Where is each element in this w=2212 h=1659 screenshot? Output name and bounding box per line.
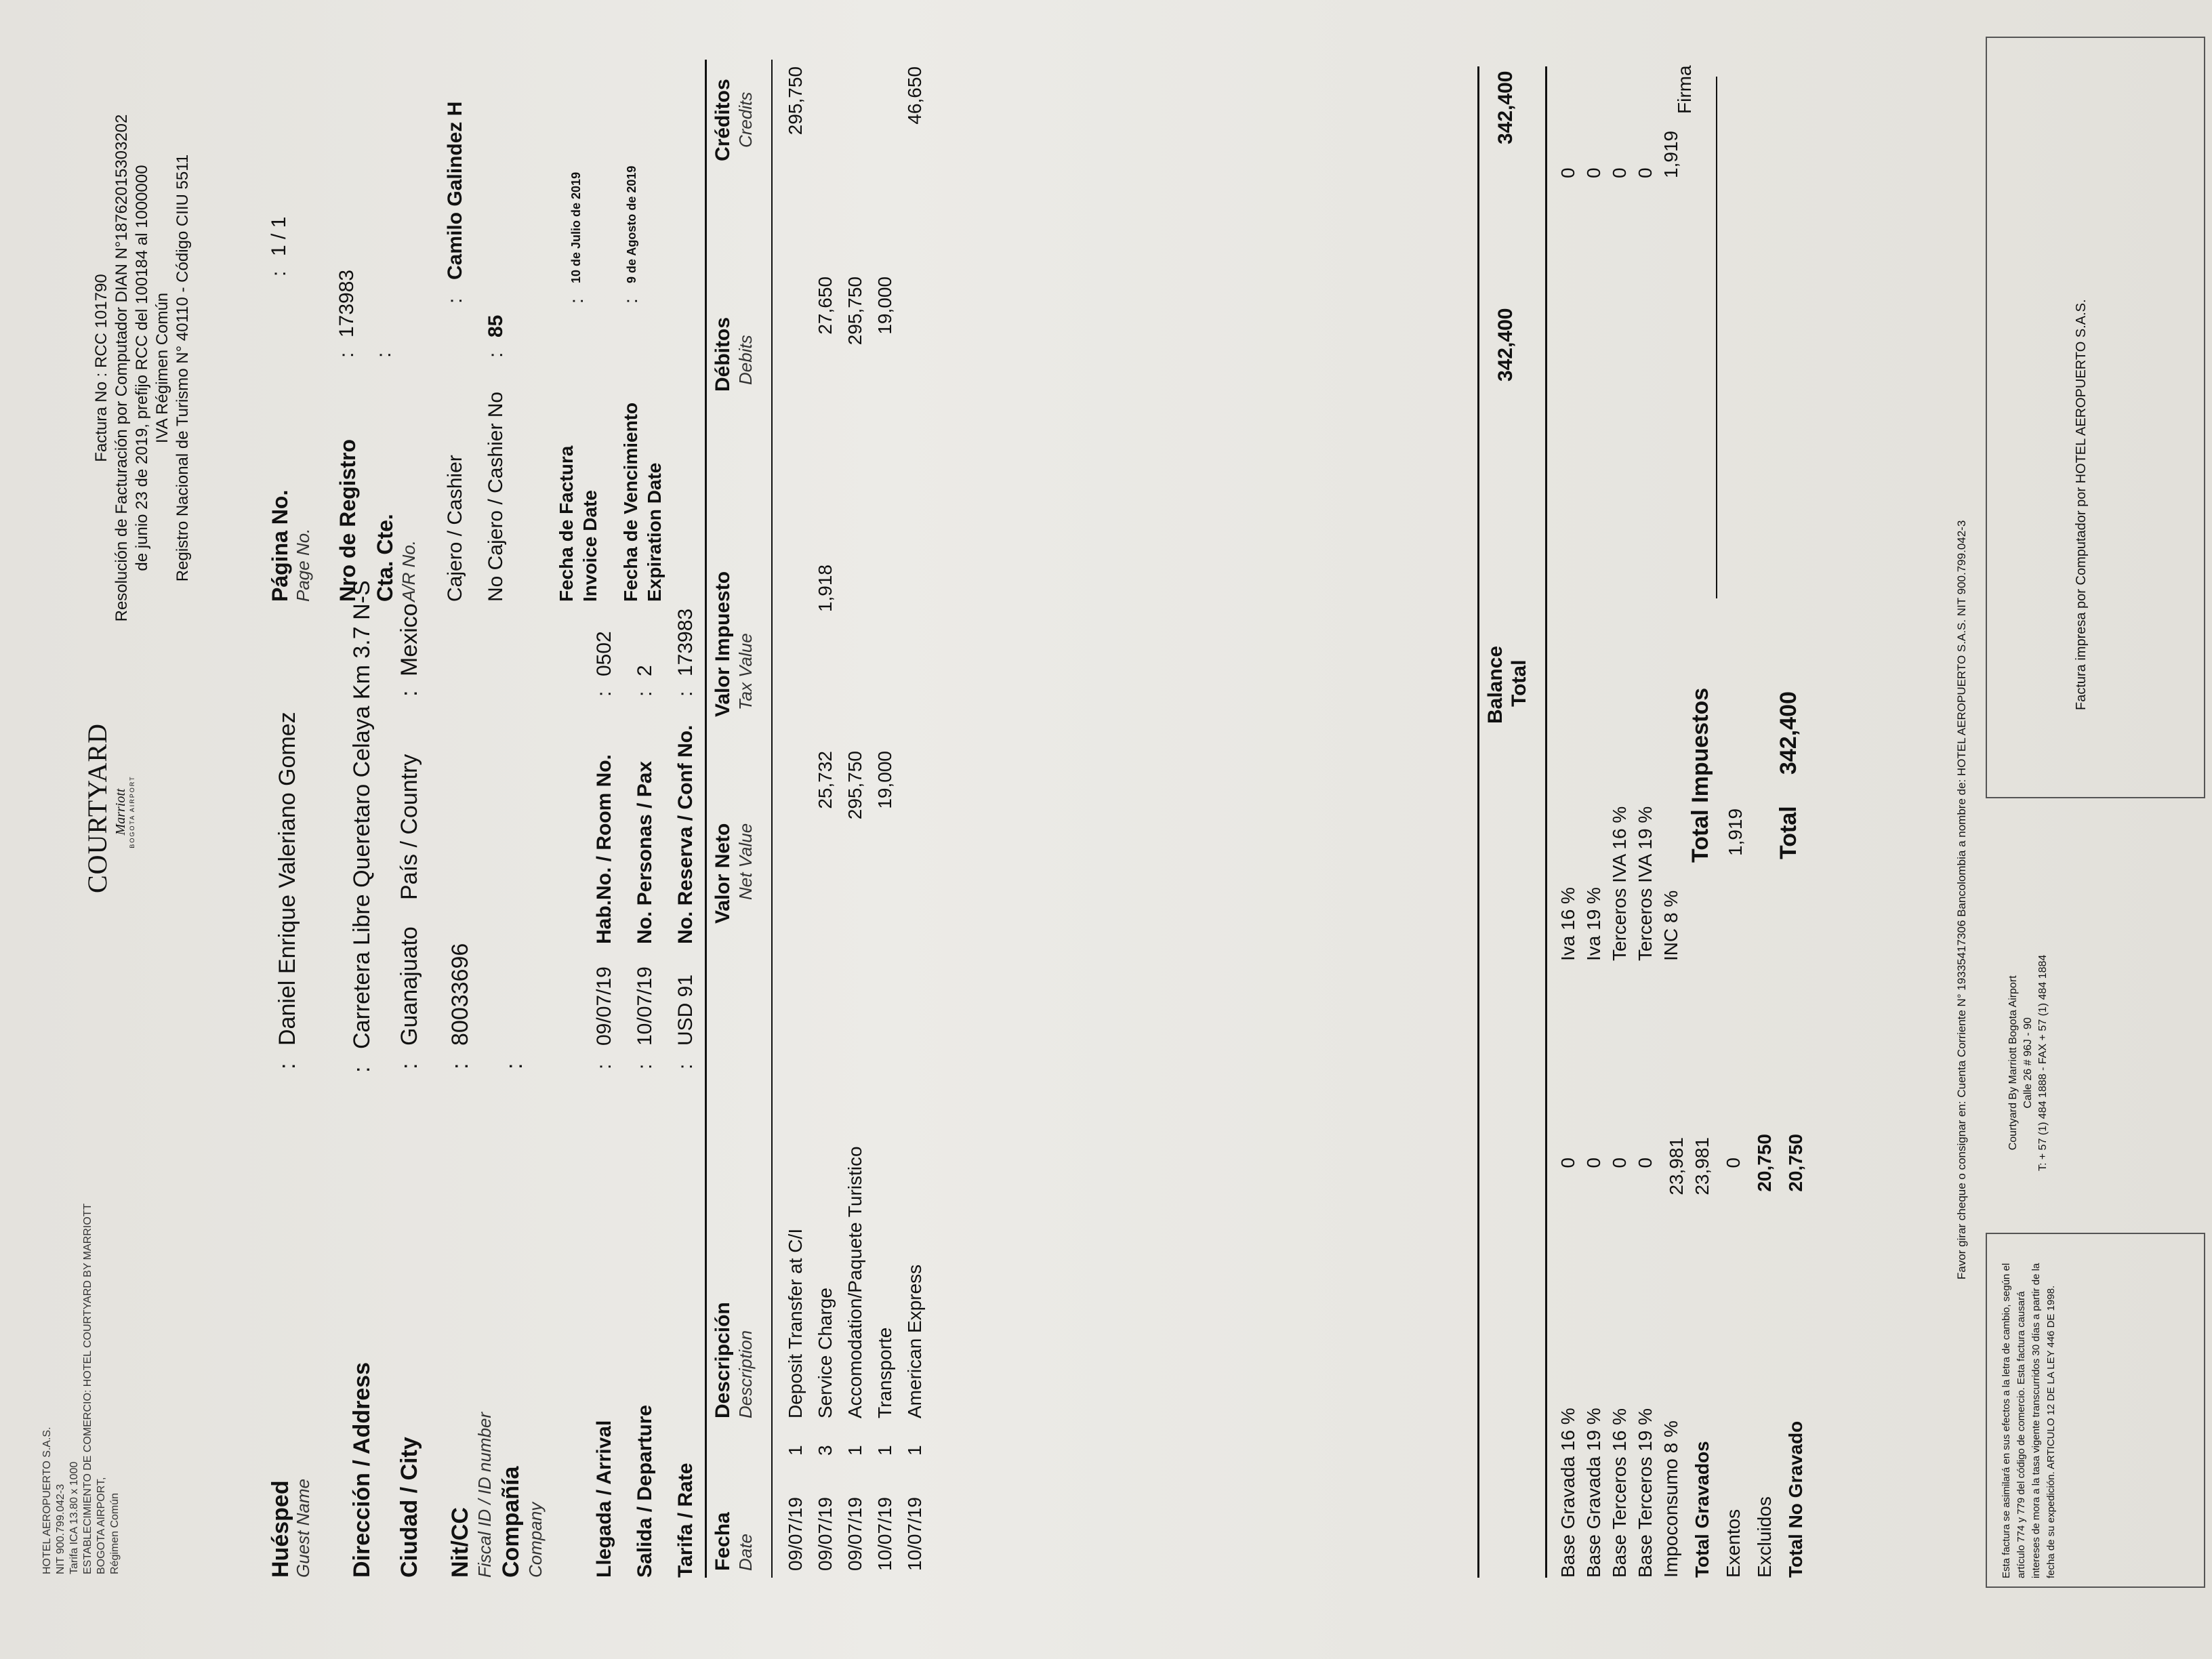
tax-label: Iva 19 % bbox=[1583, 887, 1604, 961]
base-label: Base Terceros 19 % bbox=[1635, 1408, 1656, 1578]
invoice-header-line: IVA Régimen Común bbox=[153, 292, 171, 444]
huesped-sub: Guest Name bbox=[293, 1479, 313, 1578]
row-desc: Deposit Transfer at C/I bbox=[785, 1228, 806, 1418]
impresa-box bbox=[1986, 37, 2205, 798]
base-value: 20,750 bbox=[1785, 1134, 1806, 1192]
base-label: Base Gravada 16 % bbox=[1557, 1408, 1578, 1578]
salida-value: 10/07/19 bbox=[634, 966, 656, 1046]
base-row bbox=[1607, 1158, 1633, 1578]
legal-box bbox=[1986, 1233, 2205, 1588]
tax-sum-rule bbox=[1716, 77, 1717, 598]
tax-row bbox=[1658, 130, 1684, 961]
base-value: 0 bbox=[1609, 1158, 1630, 1168]
llegada-label: Llegada / Arrival bbox=[593, 1420, 615, 1578]
col-creditos-sub: Credits bbox=[735, 91, 756, 148]
base-row bbox=[1555, 1158, 1581, 1578]
base-row bbox=[1783, 1134, 1814, 1578]
fecha-venc-label: Fecha de Vencimiento bbox=[620, 402, 641, 602]
base-label: Impoconsumo 8 % bbox=[1660, 1420, 1681, 1578]
personas-label: No. Personas / Pax bbox=[634, 760, 656, 944]
base-value: 0 bbox=[1583, 1158, 1604, 1168]
row-net: 295,750 bbox=[844, 751, 865, 820]
invoice-header-line: Resolución de Facturación por Computador DIAN N°18762015303202 bbox=[112, 114, 131, 622]
compania-label: Compañía bbox=[498, 1466, 524, 1578]
total-impuestos-label: Total Impuestos bbox=[1687, 687, 1713, 863]
hotel-header-line: BOGOTA AIRPORT, bbox=[96, 1477, 107, 1574]
invoice-header bbox=[91, 63, 193, 673]
row-desc: Service Charge bbox=[815, 1288, 836, 1418]
hotel-header-line: NIT 900.799.042-3 bbox=[55, 1483, 66, 1574]
personas-value: 2 bbox=[634, 665, 656, 676]
pagina-value: 1 / 1 bbox=[268, 216, 290, 256]
row-desc: Transporte bbox=[874, 1327, 895, 1418]
row-qty: 1 bbox=[785, 1445, 806, 1456]
cta-sub: A/R No. bbox=[398, 539, 419, 602]
base-label: Exentos bbox=[1723, 1509, 1744, 1578]
table-row bbox=[844, 60, 874, 1578]
fecha-venc-colon: : bbox=[620, 298, 641, 304]
fecha-factura-sub: Invoice Date bbox=[579, 490, 600, 602]
huesped-colon: : bbox=[274, 1063, 300, 1069]
llegada-colon: : bbox=[593, 1063, 615, 1069]
compania-colon: : bbox=[501, 1063, 527, 1069]
base-row bbox=[1633, 1158, 1658, 1578]
logo-sub: Marriott bbox=[113, 788, 128, 836]
direccion-value: Carretera Libre Queretaro Celaya Km 3.7 N-S bbox=[349, 580, 375, 1049]
base-value: 0 bbox=[1635, 1158, 1656, 1168]
total-balance-label: Total bbox=[1508, 659, 1530, 707]
fecha-factura-label: Fecha de Factura bbox=[556, 445, 577, 602]
cajero-colon: : bbox=[444, 298, 466, 304]
huesped-value: Daniel Enrique Valeriano Gomez bbox=[274, 712, 300, 1046]
nit-sub: Fiscal ID / ID number bbox=[474, 1412, 495, 1578]
col-descripcion: Descripción bbox=[712, 1302, 734, 1418]
ciudad-colon: : bbox=[396, 1063, 422, 1069]
fecha-factura-value: 10 de Julio de 2019 bbox=[569, 171, 583, 283]
col-fecha-sub: Date bbox=[735, 1534, 756, 1571]
registro-label: Nro de Registro bbox=[335, 438, 360, 602]
tax-row bbox=[1555, 167, 1581, 961]
base-label: Total Gravados bbox=[1692, 1441, 1713, 1578]
cheque-note: Favor girar cheque o consignar en: Cuenta Corriente N° 19335417306 Bancolombia a nombre de: HOTEL AEROPUERTO S.A.S. NIT 900.799.042-3 bbox=[1955, 520, 1968, 1279]
col-fecha: Fecha bbox=[712, 1512, 734, 1571]
address-line: Courtyard By Marriott Bogota Airport bbox=[2007, 975, 2019, 1151]
direccion-colon: : bbox=[349, 1066, 375, 1073]
base-row bbox=[1721, 1158, 1752, 1578]
legal-text bbox=[1987, 1234, 2071, 1586]
ciudad-value: Guanajuato bbox=[396, 926, 422, 1046]
salida-colon: : bbox=[634, 1063, 656, 1069]
base-value: 0 bbox=[1557, 1158, 1578, 1168]
pagina-colon: : bbox=[268, 270, 290, 276]
salida-label: Salida / Departure bbox=[634, 1404, 656, 1578]
cta-colon: : bbox=[373, 352, 395, 358]
row-qty: 1 bbox=[874, 1445, 895, 1456]
tax-value: 0 bbox=[1609, 167, 1630, 178]
col-valor-neto-sub: Net Value bbox=[735, 823, 756, 900]
tarifa-label: Tarifa / Rate bbox=[674, 1462, 697, 1578]
logo-brand: COURTYARD bbox=[82, 722, 112, 893]
row-credit: 46,650 bbox=[904, 66, 925, 125]
tax-row bbox=[1633, 167, 1658, 961]
row-net: 25,732 bbox=[815, 751, 836, 809]
pais-value: Mexico bbox=[396, 603, 422, 676]
base-value: 20,750 bbox=[1754, 1134, 1775, 1192]
col-valor-impuesto-sub: Tax Value bbox=[735, 633, 756, 710]
base-row bbox=[1752, 1134, 1783, 1578]
huesped-label: Huésped bbox=[268, 1480, 293, 1578]
hotel-header-line: HOTEL AEROPUERTO S.A.S. bbox=[41, 1427, 53, 1574]
nit-colon: : bbox=[447, 1063, 473, 1069]
tarifa-value: USD 91 bbox=[674, 974, 697, 1046]
invoice-header-line: de junio 23 de 2019, prefijo RCC del 100184 al 1000000 bbox=[133, 165, 151, 571]
taxes-list bbox=[1555, 130, 1684, 961]
table-header-rule bbox=[771, 60, 773, 1578]
cajero-label: Cajero / Cashier bbox=[444, 455, 466, 602]
row-date: 10/07/19 bbox=[874, 1497, 895, 1571]
invoice-header-line: Registro Nacional de Turismo N° 40110 - Código CIIU 5511 bbox=[173, 154, 192, 582]
hotel-header-line: ESTABLECIMIENTO DE COMERCIO: HOTEL COURTYARD BY MARRIOTT bbox=[82, 1203, 94, 1574]
hotel-header bbox=[41, 1204, 122, 1574]
debits-total: 342,400 bbox=[1494, 308, 1517, 382]
base-row bbox=[1581, 1158, 1607, 1578]
pagina-label: Página No. bbox=[268, 489, 292, 602]
nit-value: 80033696 bbox=[447, 943, 473, 1046]
llegada-value: 09/07/19 bbox=[593, 966, 615, 1046]
cta-label: Cta. Cte. bbox=[373, 514, 397, 602]
row-date: 10/07/19 bbox=[904, 1497, 925, 1571]
legal-line: fecha de su expedición. ARTICULO 12 DE LA LEY 446 DE 1998. bbox=[2045, 1285, 2057, 1578]
tax-row bbox=[1581, 167, 1607, 961]
credits-total: 342,400 bbox=[1494, 70, 1517, 144]
impresa-line: Factura impresa por Computador por HOTEL AEROPUERTO S.A.S. bbox=[2074, 299, 2089, 710]
hotel-header-line: Tarifa ICA 13.80 x 1000 bbox=[68, 1461, 80, 1574]
table-top-rule bbox=[705, 60, 707, 1578]
tax-value: 0 bbox=[1557, 167, 1578, 178]
row-date: 09/07/19 bbox=[785, 1497, 806, 1571]
base-label: Total No Gravado bbox=[1785, 1420, 1806, 1578]
total-value: 342,400 bbox=[1776, 691, 1801, 775]
row-desc: American Express bbox=[904, 1264, 925, 1418]
firma-label: Firma bbox=[1674, 65, 1695, 114]
table-body bbox=[785, 60, 934, 1578]
tax-value: 0 bbox=[1635, 167, 1656, 178]
reserva-value: 173983 bbox=[674, 608, 697, 676]
total-impuestos-value: 1,919 bbox=[1725, 808, 1746, 856]
row-desc: Accomodation/Paquete Turistico bbox=[844, 1146, 865, 1418]
balance-label: Balance bbox=[1484, 645, 1507, 724]
base-value: 23,981 bbox=[1692, 1137, 1713, 1195]
nocajero-value: 85 bbox=[485, 314, 507, 337]
tax-value: 1,919 bbox=[1660, 130, 1681, 178]
base-label: Excluidos bbox=[1754, 1496, 1775, 1578]
row-debit: 295,750 bbox=[844, 276, 865, 346]
hab-value: 0502 bbox=[593, 631, 615, 676]
cajero-value: Camilo Galindez H bbox=[444, 101, 466, 280]
legal-line: artículo 774 y 779 del código de comercio. Esta factura causará bbox=[2015, 1291, 2027, 1578]
col-debitos-sub: Debits bbox=[735, 335, 756, 385]
row-debit: 27,650 bbox=[815, 276, 836, 335]
row-qty: 3 bbox=[815, 1445, 836, 1456]
row-date: 09/07/19 bbox=[815, 1497, 836, 1571]
pais-colon: : bbox=[396, 690, 422, 697]
base-label: Base Terceros 16 % bbox=[1609, 1408, 1630, 1578]
address-line: T: + 57 (1) 484 1888 - FAX + 57 (1) 484 1884 bbox=[2037, 954, 2049, 1171]
tax-label: Terceros IVA 16 % bbox=[1609, 806, 1630, 961]
row-debit: 19,000 bbox=[874, 276, 895, 335]
summary-bottom-rule bbox=[1545, 66, 1547, 1578]
logo-location: BOGOTA AIRPORT bbox=[129, 775, 136, 848]
table-row bbox=[815, 60, 844, 1578]
legal-line: intereses de mora a la tasa vigente transcurridos 30 días a partir de la bbox=[2030, 1263, 2042, 1578]
bases-list bbox=[1555, 1134, 1814, 1578]
col-valor-impuesto: Valor Impuesto bbox=[712, 571, 734, 717]
hab-colon: : bbox=[593, 691, 615, 697]
direccion-label: Dirección / Address bbox=[349, 1361, 375, 1578]
address-line: Calle 26 # 96J - 90 bbox=[2022, 1017, 2034, 1109]
fecha-factura-colon: : bbox=[566, 298, 587, 304]
row-date: 09/07/19 bbox=[844, 1497, 865, 1571]
registro-colon: : bbox=[335, 352, 358, 358]
col-creditos: Créditos bbox=[712, 79, 734, 161]
col-debitos: Débitos bbox=[712, 316, 734, 392]
summary-top-rule bbox=[1477, 66, 1479, 1578]
col-descripcion-sub: Description bbox=[735, 1330, 756, 1418]
tax-label: Terceros IVA 19 % bbox=[1635, 806, 1656, 961]
tax-value: 0 bbox=[1583, 167, 1604, 178]
hotel-header-line: Régimen Común bbox=[109, 1492, 121, 1574]
nit-label: Nit/CC bbox=[447, 1507, 473, 1578]
pagina-sub: Page No. bbox=[293, 528, 313, 602]
base-label: Base Gravada 19 % bbox=[1583, 1408, 1604, 1578]
table-row bbox=[874, 60, 904, 1578]
compania-sub: Company bbox=[525, 1502, 546, 1578]
tax-label: INC 8 % bbox=[1660, 890, 1681, 961]
row-tax: 1,918 bbox=[815, 565, 836, 613]
table-row bbox=[785, 60, 815, 1578]
row-net: 19,000 bbox=[874, 751, 895, 809]
base-row bbox=[1658, 1137, 1689, 1578]
row-qty: 1 bbox=[904, 1445, 925, 1456]
total-label: Total bbox=[1776, 806, 1801, 859]
courtyard-logo bbox=[81, 722, 136, 893]
col-valor-neto: Valor Neto bbox=[712, 823, 734, 924]
pais-label: País / Country bbox=[396, 754, 422, 900]
tarifa-colon: : bbox=[674, 1063, 697, 1069]
invoice-number: Factura No : RCC 101790 bbox=[92, 274, 110, 462]
nocajero-label: No Cajero / Cashier No bbox=[485, 391, 507, 602]
ciudad-label: Ciudad / City bbox=[396, 1437, 422, 1578]
hab-label: Hab.No. / Room No. bbox=[593, 754, 615, 944]
tax-label: Iva 16 % bbox=[1557, 887, 1578, 961]
address-block bbox=[2006, 955, 2051, 1171]
table-row bbox=[904, 60, 934, 1578]
row-credit: 295,750 bbox=[785, 66, 806, 136]
reserva-label: No. Reserva / Conf No. bbox=[674, 724, 697, 944]
fecha-venc-sub: Expiration Date bbox=[644, 462, 665, 602]
registro-value: 173983 bbox=[335, 269, 358, 337]
base-row bbox=[1689, 1137, 1721, 1578]
reserva-colon: : bbox=[674, 691, 697, 697]
base-value: 0 bbox=[1723, 1158, 1744, 1168]
legal-line: Esta factura se asimilará en sus efectos a la letra de cambio, según el bbox=[2001, 1263, 2012, 1578]
fecha-venc-value: 9 de Agosto de 2019 bbox=[625, 165, 638, 283]
nocajero-colon: : bbox=[485, 352, 507, 358]
base-value: 23,981 bbox=[1666, 1137, 1687, 1195]
row-qty: 1 bbox=[844, 1445, 865, 1456]
personas-colon: : bbox=[634, 691, 656, 697]
tax-row bbox=[1607, 167, 1633, 961]
